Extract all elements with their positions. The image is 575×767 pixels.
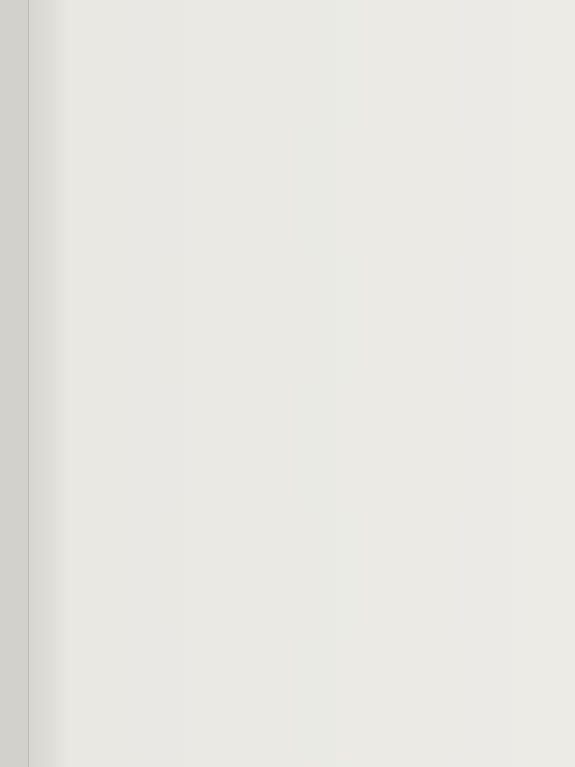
adjacent-page-edge (0, 0, 29, 767)
